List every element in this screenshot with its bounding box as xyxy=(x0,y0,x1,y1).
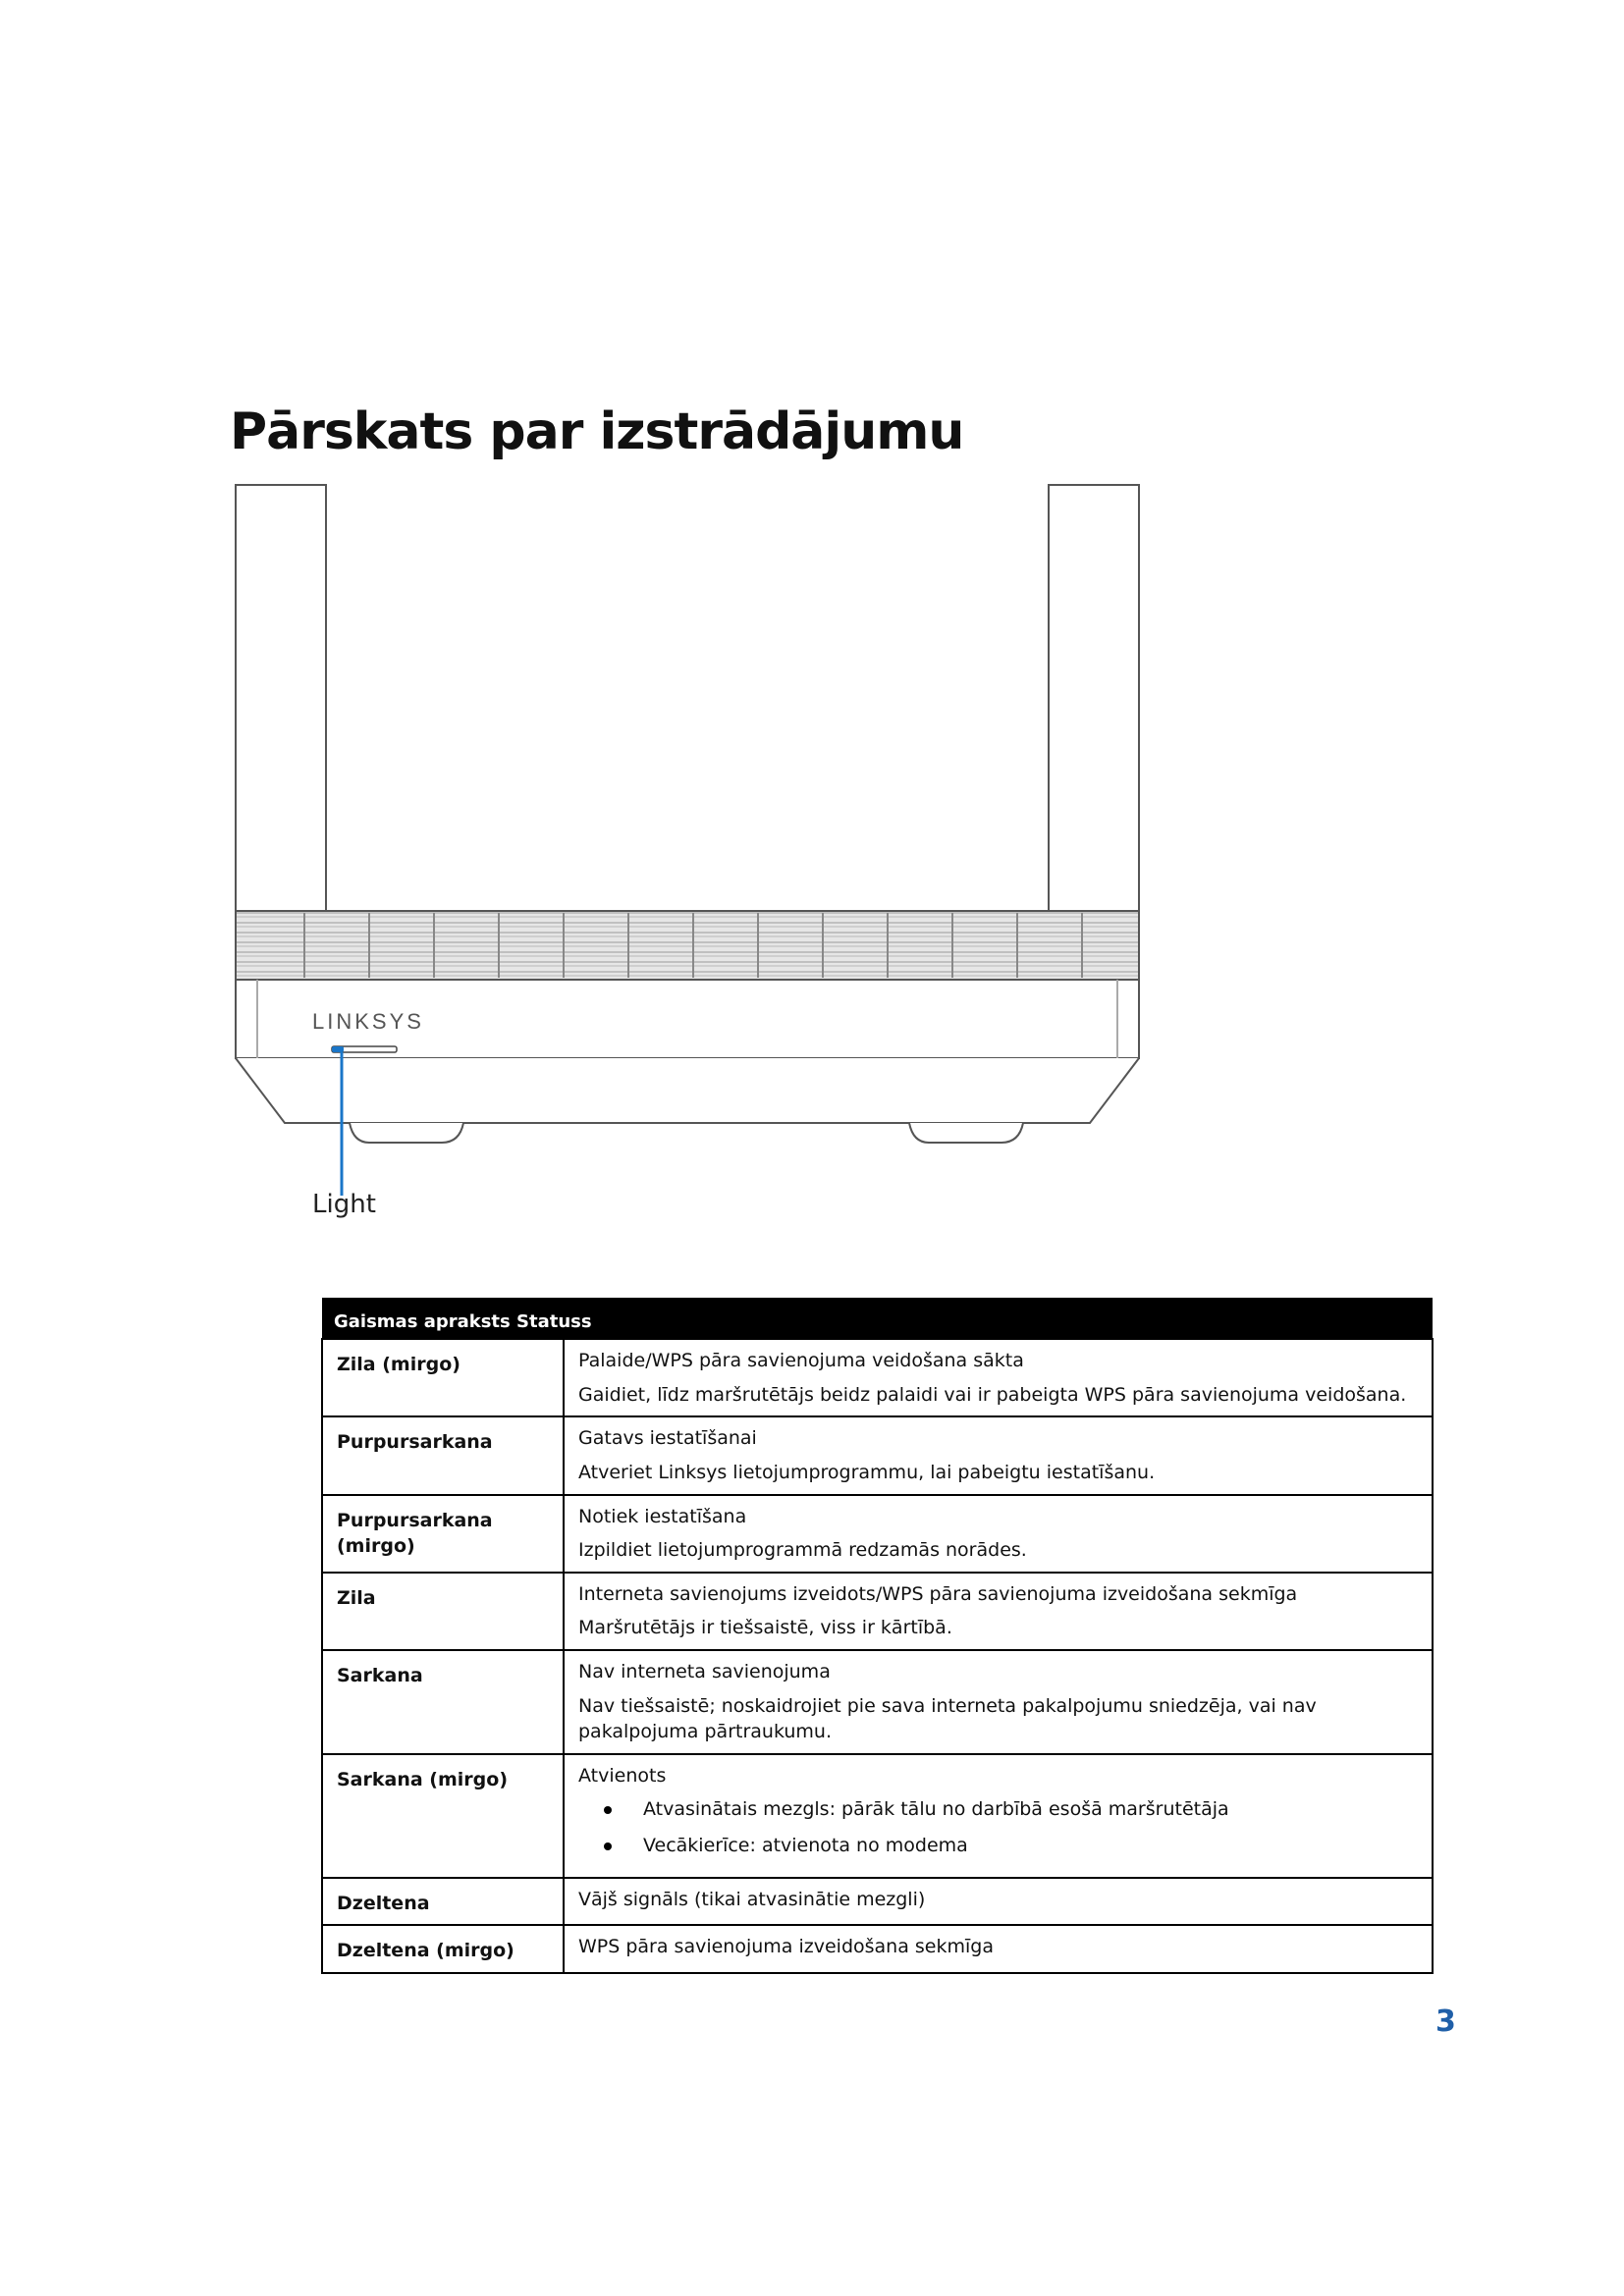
light-color: Dzeltena xyxy=(322,1878,564,1926)
table-row xyxy=(322,1878,1433,1926)
bullet-item: Vecākierīce: atvienota no modema xyxy=(643,1833,1418,1859)
light-color: Purpursarkana xyxy=(322,1416,564,1494)
status-text: Nav interneta savienojuma xyxy=(578,1660,831,1682)
router-feet xyxy=(350,1123,1023,1143)
left-antenna xyxy=(236,485,326,917)
status-text: Palaide/WPS pāra savienojuma veidošana sākta xyxy=(578,1350,1024,1372)
light-label: Light xyxy=(312,1190,376,1219)
bullet-list xyxy=(578,1796,1418,1858)
table-row xyxy=(322,1925,1433,1973)
detail-text: Maršrutētājs ir tiešsaistē, viss ir kārtībā. xyxy=(578,1617,952,1639)
detail-text: Nav tiešsaistē; noskaidrojiet pie sava interneta pakalpojumu sniedzēja, vai nav pakalpojuma pārtraukumu. xyxy=(578,1694,1317,1743)
table-header: Gaismas apraksts Statuss xyxy=(322,1298,1433,1339)
status-cell xyxy=(564,1573,1433,1650)
detail-text: Izpildiet lietojumprogrammā redzamās norādes. xyxy=(578,1539,1027,1562)
status-text: Interneta savienojums izveidots/WPS pāra savienojuma izveidošana sekmīga xyxy=(578,1582,1298,1605)
page-number: 3 xyxy=(1435,2004,1456,2039)
table-row xyxy=(322,1416,1433,1494)
light-color: Zila (mirgo) xyxy=(322,1339,564,1416)
table-row xyxy=(322,1754,1433,1878)
status-cell xyxy=(564,1925,1433,1973)
detail-text: Atveriet Linksys lietojumprogrammu, lai pabeigtu iestatīšanu. xyxy=(578,1461,1156,1483)
light-color: Sarkana (mirgo) xyxy=(322,1754,564,1878)
light-status-table xyxy=(321,1298,1434,1974)
status-cell xyxy=(564,1495,1433,1573)
light-color: Purpursarkana (mirgo) xyxy=(322,1495,564,1573)
right-antenna xyxy=(1049,485,1139,917)
table-row xyxy=(322,1495,1433,1573)
status-cell xyxy=(564,1650,1433,1754)
status-text: Vājš signāls (tikai atvasinātie mezgli) xyxy=(578,1888,926,1910)
router-illustration xyxy=(226,479,1149,1245)
light-color: Zila xyxy=(322,1573,564,1650)
table-row xyxy=(322,1573,1433,1650)
status-text: Notiek iestatīšana xyxy=(578,1505,747,1527)
detail-text: Gaidiet, līdz maršrutētājs beidz palaidi vai ir pabeigta WPS pāra savienojuma veidošana. xyxy=(578,1383,1407,1406)
status-cell xyxy=(564,1339,1433,1416)
bullet-item: Atvasinātais mezgls: pārāk tālu no darbībā esošā maršrutētāja xyxy=(643,1796,1418,1823)
status-text: Atvienots xyxy=(578,1764,667,1787)
linksys-logo: LINKSYS xyxy=(312,1009,424,1034)
status-text: Gatavs iestatīšanai xyxy=(578,1427,757,1450)
status-cell xyxy=(564,1754,1433,1878)
status-cell xyxy=(564,1878,1433,1926)
status-cell xyxy=(564,1416,1433,1494)
light-color: Dzeltena (mirgo) xyxy=(322,1925,564,1973)
table-row xyxy=(322,1339,1433,1416)
page-title: Pārskats par izstrādājumu xyxy=(230,402,964,461)
status-light xyxy=(332,1046,397,1052)
light-color: Sarkana xyxy=(322,1650,564,1754)
vent-grille xyxy=(236,911,1139,980)
table-row xyxy=(322,1650,1433,1754)
status-text: WPS pāra savienojuma izveidošana sekmīga xyxy=(578,1936,994,1958)
